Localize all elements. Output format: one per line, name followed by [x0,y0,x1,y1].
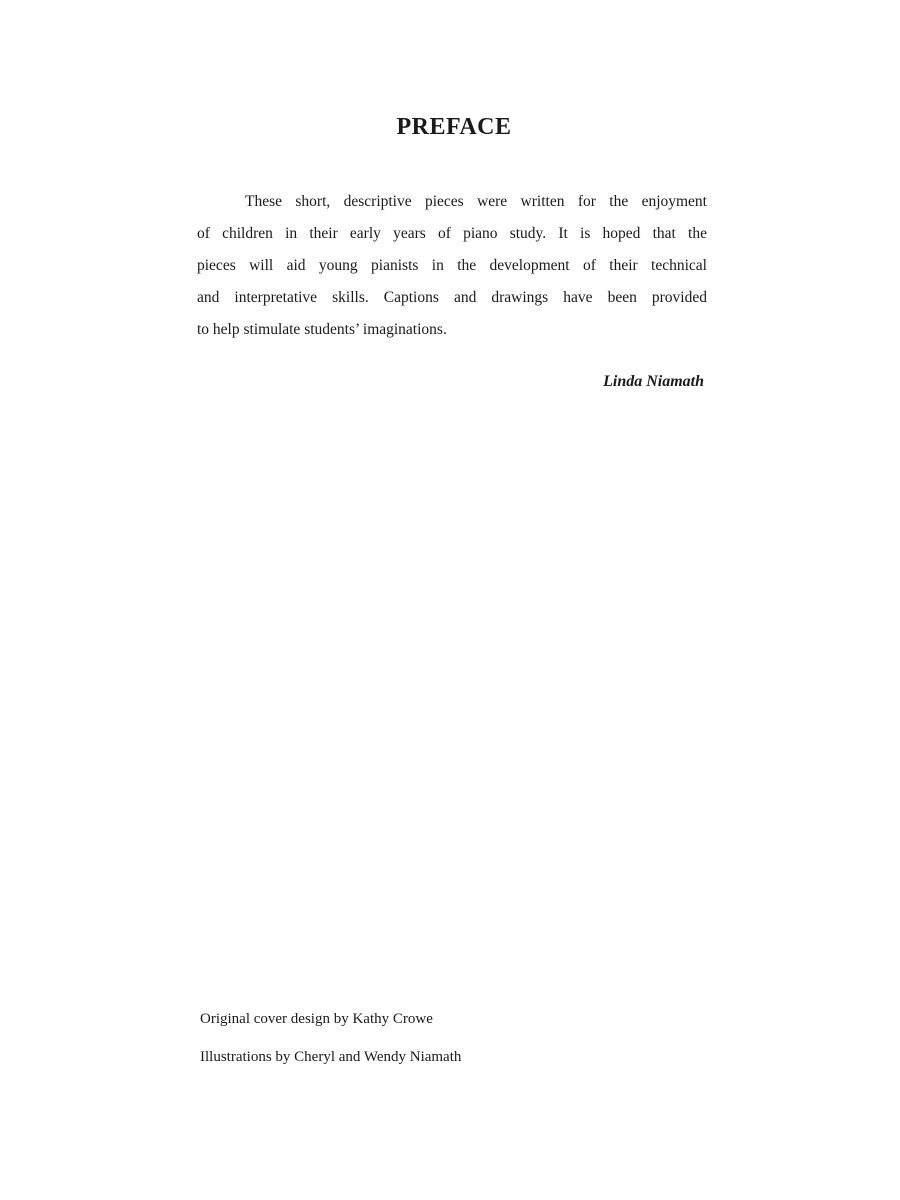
illustrations-credit: Illustrations by Cheryl and Wendy Niamath [200,1049,462,1065]
cover-design-credit: Original cover design by Kathy Crowe [200,1011,433,1027]
page-title: PREFACE [396,114,512,140]
credits-block [200,1000,650,1076]
preface-line: to help stimulate students’ imaginations. [197,321,447,338]
preface-paragraph [197,186,707,346]
preface-line: These short, descriptive pieces were written for the enjoyment [245,193,707,210]
preface-line: and interpretative skills. Captions and drawings have been provided [197,289,707,306]
preface-line: pieces will aid young pianists in the development of their technical [197,257,707,274]
preface-line: of children in their early years of piano study. It is hoped that the [197,225,707,242]
author-signature: Linda Niamath [603,373,704,390]
